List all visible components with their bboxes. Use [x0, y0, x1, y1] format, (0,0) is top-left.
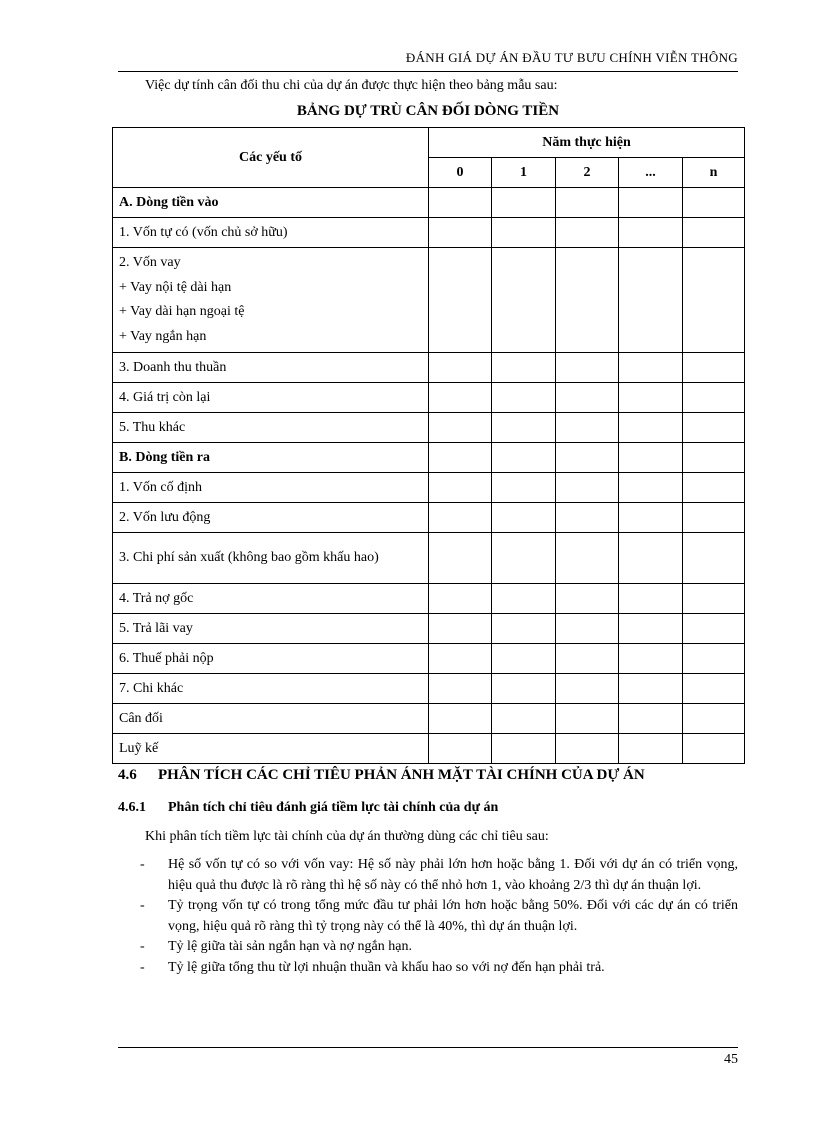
list-item: - Hệ số vốn tự có so với vốn vay: Hệ số này phải lớn hơn hoặc bằng 1. Đối với dự án có triển vọng, hiệu quả thu được là rõ ràng thì hệ số này có thể nhỏ hơn 1, vào khoảng 2/3 thì dự án thuận lợi.	[140, 857, 738, 893]
paragraph: Khi phân tích tiềm lực tài chính của dự án thường dùng các chỉ tiêu sau:	[145, 829, 549, 844]
table-row	[113, 248, 745, 353]
table-row	[113, 413, 745, 443]
row-label: + Vay ngắn hạn	[119, 328, 207, 344]
section-title: PHÂN TÍCH CÁC CHỈ TIÊU PHẢN ÁNH MẶT TÀI CHÍNH CỦA DỰ ÁN	[158, 767, 645, 783]
year-col-1: 1	[492, 158, 556, 188]
table-row	[113, 473, 745, 503]
year-col-n: n	[683, 158, 745, 188]
row-label: + Vay nội tệ dài hạn	[119, 279, 232, 295]
row-label: + Vay dài hạn ngoại tệ	[119, 304, 245, 319]
row-label: 5. Trả lãi vay	[113, 614, 429, 644]
table-row	[113, 674, 745, 704]
row-label: 4. Trả nợ gốc	[113, 584, 429, 614]
row-label: 1. Vốn tự có (vốn chủ sở hữu)	[113, 218, 429, 248]
row-label: 3. Doanh thu thuần	[113, 353, 429, 383]
subsection-heading	[118, 800, 498, 816]
list-item: - Tỷ lệ giữa tài sản ngắn hạn và nợ ngắn hạn.	[140, 939, 412, 954]
subsection-number: 4.6.1	[118, 800, 146, 815]
factor-header: Các yếu tố	[113, 128, 429, 188]
table-title: BẢNG DỰ TRÙ CÂN ĐỐI DÒNG TIỀN	[296, 103, 560, 119]
row-label: 2. Vốn vay	[119, 255, 181, 270]
running-header: ĐÁNH GIÁ DỰ ÁN ĐẦU TƯ BƯU CHÍNH VIỄN THÔNG	[405, 50, 738, 65]
page-number: 45	[724, 1052, 738, 1067]
years-header: Năm thực hiện	[429, 128, 745, 158]
row-label: Luỹ kế	[113, 734, 429, 764]
footer-rule	[118, 1047, 738, 1048]
intro-text: Việc dự tính cân đối thu chi của dự án được thực hiện theo bảng mẫu sau:	[145, 78, 558, 93]
cash-flow-table	[112, 127, 745, 764]
section-number: 4.6	[118, 767, 137, 783]
table-row	[113, 218, 745, 248]
row-label: 6. Thuế phải nộp	[113, 644, 429, 674]
table-row	[113, 584, 745, 614]
table-row	[113, 353, 745, 383]
table-row	[113, 533, 745, 584]
table-row	[113, 704, 745, 734]
list-item: - Tỷ lệ giữa tổng thu từ lợi nhuận thuần và khấu hao so với nợ đến hạn phải trả.	[140, 959, 605, 975]
table-row	[113, 443, 745, 473]
row-label: 3. Chi phí sản xuất (không bao gồm khấu hao)	[113, 533, 429, 584]
row-label: 2. Vốn lưu động	[113, 503, 429, 533]
row-label: A. Dòng tiền vào	[113, 188, 429, 218]
table-row	[113, 188, 745, 218]
indicator-list	[140, 855, 738, 978]
table-row	[113, 614, 745, 644]
subsection-title: Phân tích chỉ tiêu đánh giá tiềm lực tài chính của dự án	[168, 800, 499, 815]
row-label: B. Dòng tiền ra	[113, 443, 429, 473]
row-label: 7. Chi khác	[113, 674, 429, 704]
row-label: 1. Vốn cố định	[113, 473, 429, 503]
header-rule	[118, 71, 738, 72]
table-row	[113, 644, 745, 674]
table-row	[113, 734, 745, 764]
year-col-ellipsis: ...	[619, 158, 683, 188]
table-row	[113, 503, 745, 533]
year-col-2: 2	[556, 158, 619, 188]
table-row	[113, 383, 745, 413]
list-item: - Tỷ trọng vốn tự có trong tổng mức đầu tư phải lớn hơn hoặc bằng 50%. Đối với các dự án có triển vọng, hiệu quả rõ ràng thì tỷ trọng này có thể là 40%, thì dự án thuận lợi.	[140, 898, 738, 934]
year-col-0: 0	[429, 158, 492, 188]
row-label: 4. Giá trị còn lại	[113, 383, 429, 413]
section-heading	[118, 767, 645, 784]
row-label: 5. Thu khác	[113, 413, 429, 443]
row-label: Cân đối	[113, 704, 429, 734]
